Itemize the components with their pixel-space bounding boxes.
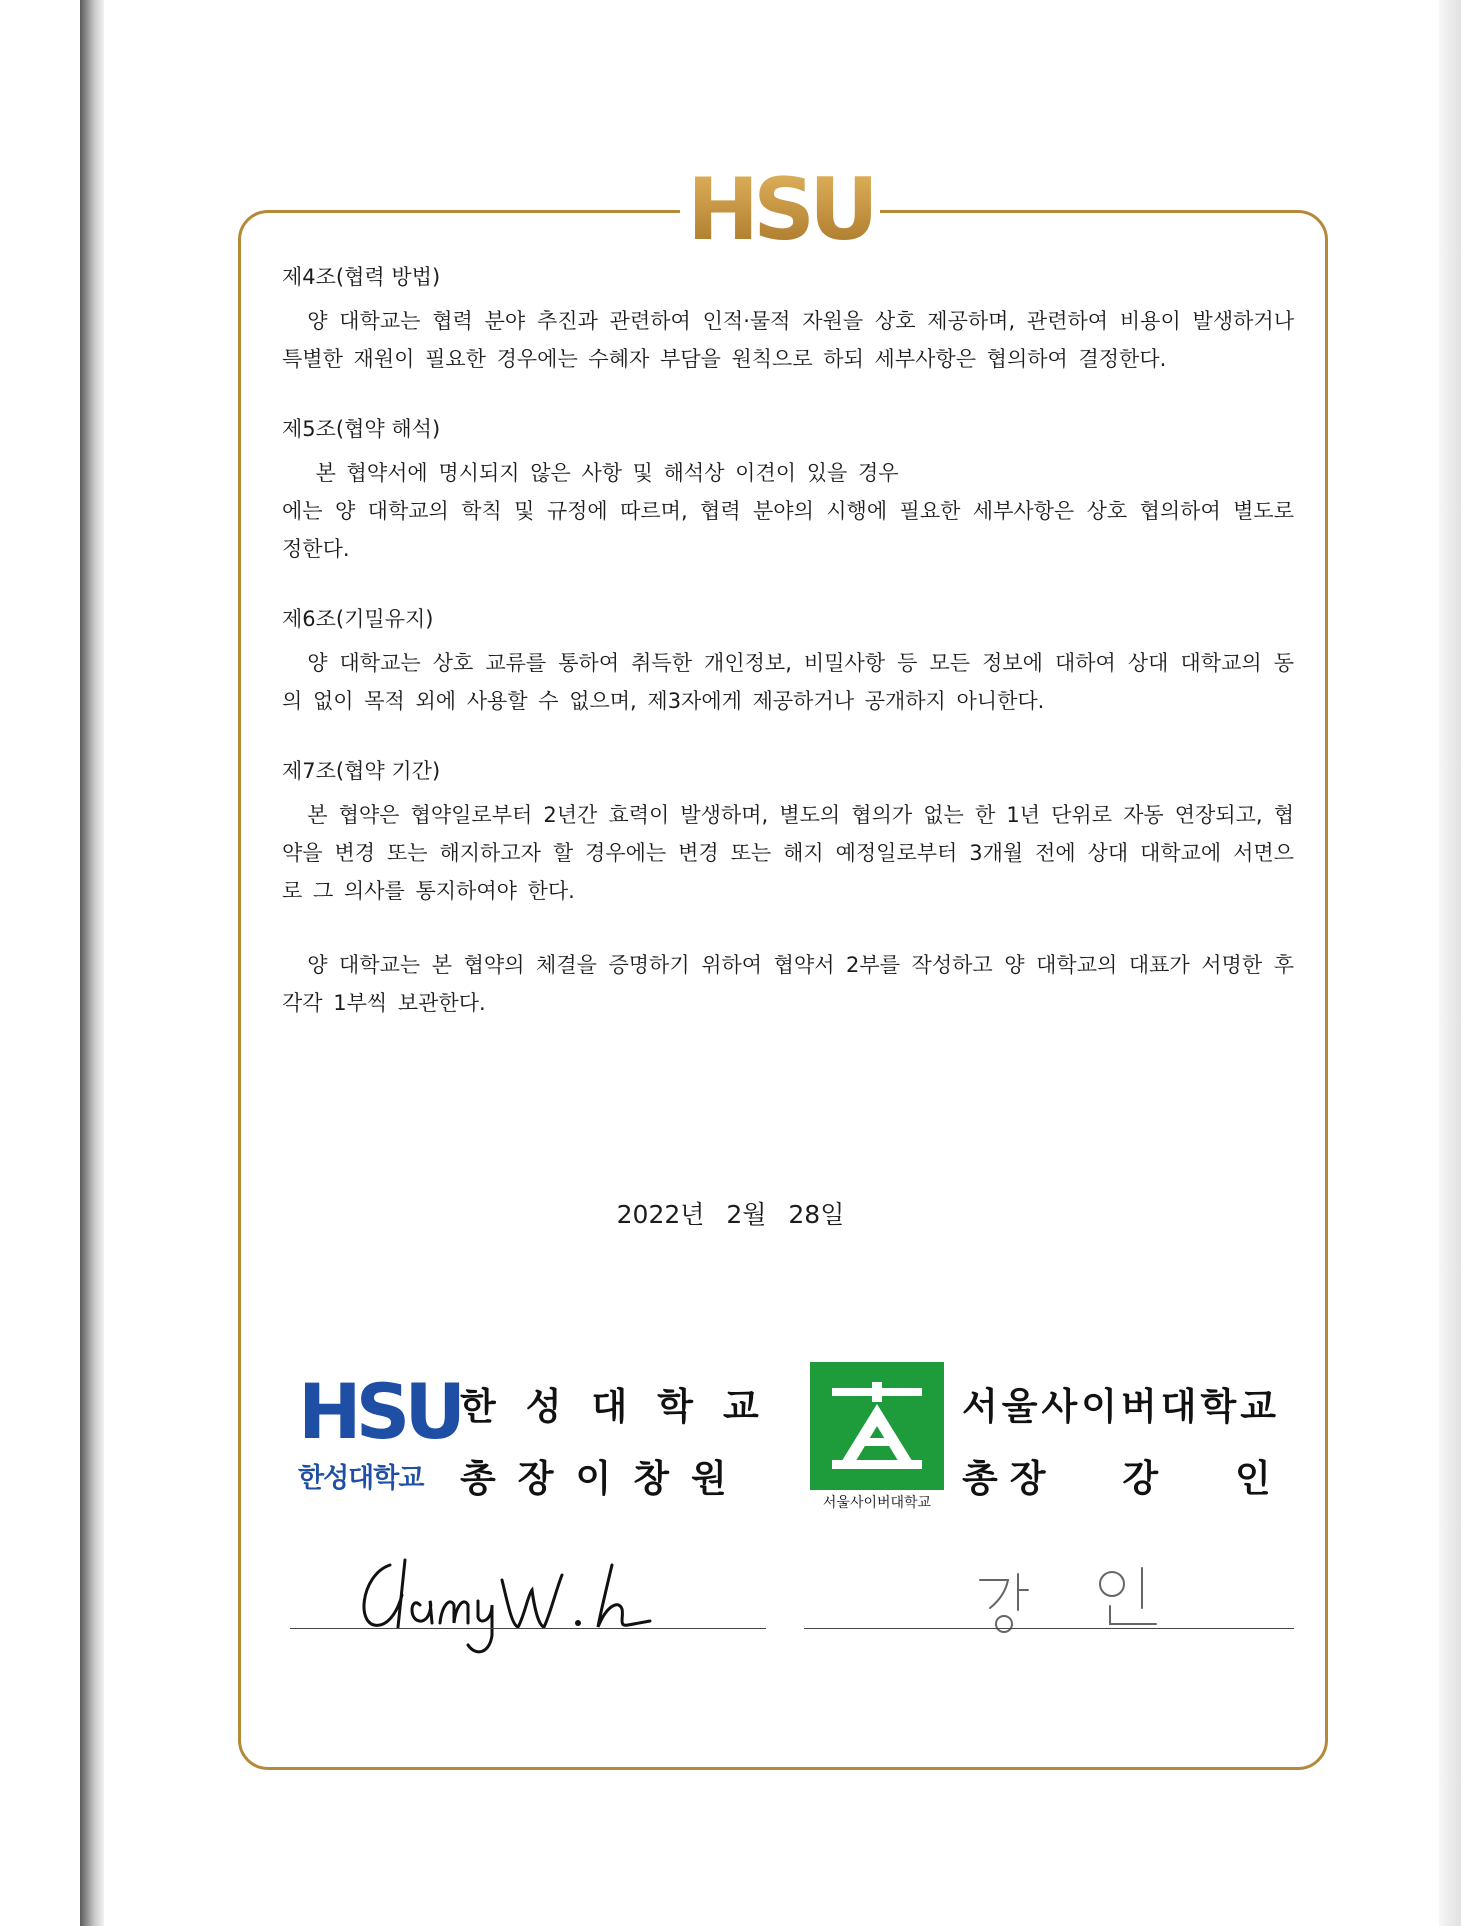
closing-paragraph: 양 대학교는 본 협약의 체결을 증명하기 위하여 협약서 2부를 작성하고 양 대학교의 대표가 서명한 후 각각 1부씩 보관한다. <box>282 953 1294 1015</box>
article-title: 제7조(협약 기간) <box>282 759 441 783</box>
scu-logo-caption: 서울사이버대학교 <box>810 1490 944 1516</box>
scu-university-name: 서울사이버대학교 <box>962 1384 1280 1428</box>
page-shadow <box>80 0 104 1926</box>
hsu-logo-subtitle: 한성대학교 <box>298 1463 424 1494</box>
article-7 <box>282 756 1294 910</box>
scu-president-name: 총장 강 인 <box>962 1456 1283 1500</box>
hsu-logo-mark: HSU <box>298 1367 461 1456</box>
article-text-line2: 에는 양 대학교의 학칙 및 규정에 따르며, 협력 분야의 시행에 필요한 세부사항은 상호 협의하여 별도로 정한다. <box>282 499 1294 561</box>
article-text: 본 협약은 협약일로부터 2년간 효력이 발생하며, 별도의 협의가 없는 한 1년 단위로 자동 연장되고, 협약을 변경 또는 해지하고자 할 경우에는 변경 또는 해지 예정일로부터 3개월 전에 상대 대학교에 서면으로 그 의사를 통지하여야 한다. <box>282 803 1294 903</box>
hsu-signatory-block <box>460 1370 789 1514</box>
article-5 <box>282 414 1294 568</box>
scu-university-logo <box>810 1362 944 1516</box>
article-title: 제5조(협약 해석) <box>282 417 441 441</box>
hsu-signature-line <box>290 1628 766 1629</box>
hsu-president-signature <box>350 1535 670 1665</box>
scu-signature-line <box>804 1628 1294 1629</box>
article-text: 양 대학교는 협력 분야 추진과 관련하여 인적·물적 자원을 상호 제공하며, 관련하여 비용이 발생하거나 특별한 재원이 필요한 경우에는 수혜자 부담을 원칙으로 하되 세부사항은 협의하여 결정한다. <box>282 309 1294 371</box>
scu-emblem-icon <box>832 1382 922 1472</box>
hsu-header-logo-text: HSU <box>687 160 873 260</box>
article-6 <box>282 604 1294 720</box>
article-4 <box>282 262 1294 378</box>
hsu-university-name: 한성대학교 <box>460 1384 789 1428</box>
article-title: 제6조(기밀유지) <box>282 607 434 631</box>
article-text: 양 대학교는 상호 교류를 통하여 취득한 개인정보, 비밀사항 등 모든 정보에 대하여 상대 대학교의 동의 없이 목적 외에 사용할 수 없으며, 제3자에게 제공하거나 공개하지 아니한다. <box>282 651 1294 713</box>
agreement-date: 2022년 2월 28일 <box>616 1200 845 1229</box>
page-edge <box>1439 0 1461 1926</box>
hsu-university-logo <box>298 1367 461 1507</box>
agreement-body <box>282 262 1294 1022</box>
hsu-president-name: 총장이창원 <box>460 1456 749 1500</box>
hsu-header-logo <box>680 160 880 260</box>
article-text-line1: 본 협약서에 명시되지 않은 사항 및 해석상 이견이 있을 경우 <box>315 461 899 485</box>
article-title: 제4조(협력 방법) <box>282 265 441 289</box>
scu-signatory-block <box>962 1370 1283 1514</box>
